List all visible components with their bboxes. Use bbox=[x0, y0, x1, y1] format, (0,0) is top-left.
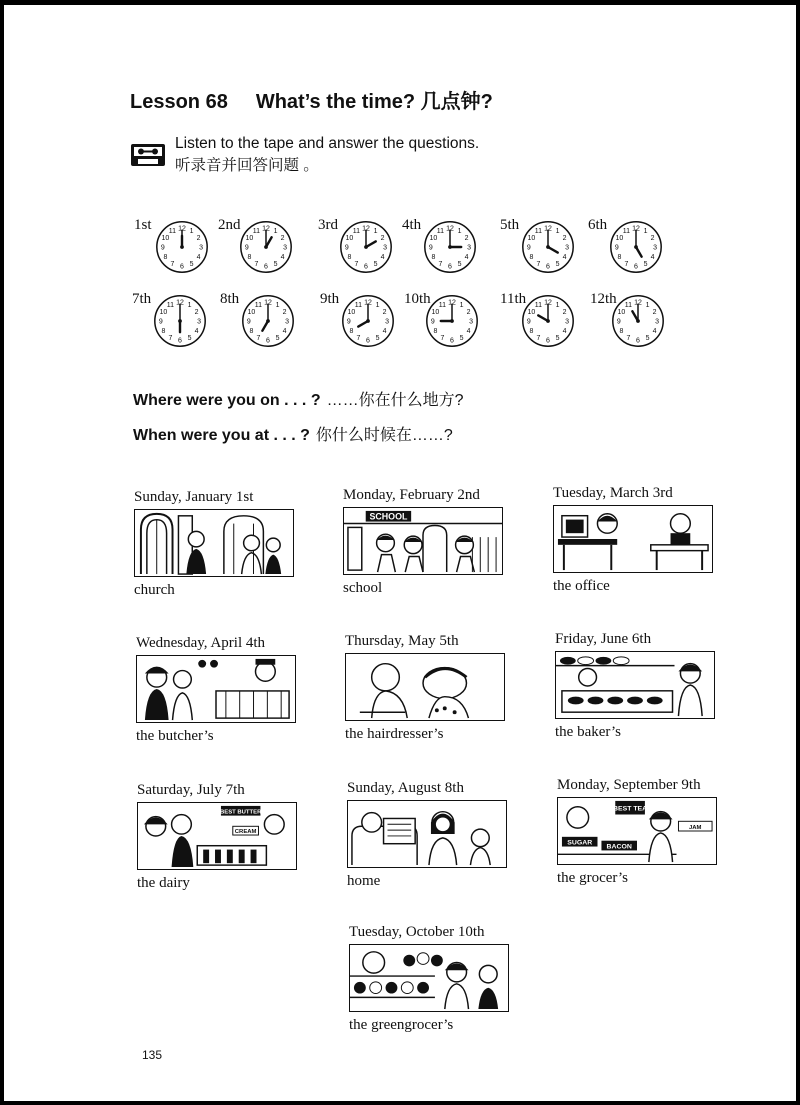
dairy-sign-cream: CREAM bbox=[234, 829, 257, 836]
clock-numeral: 4 bbox=[194, 327, 199, 335]
clock-face bbox=[520, 293, 576, 349]
clock-numeral: 1 bbox=[555, 301, 560, 309]
clock-label: 8th bbox=[220, 291, 240, 307]
clock-center-pin bbox=[366, 319, 370, 323]
clock-numeral: 9 bbox=[526, 244, 531, 252]
clock-numeral: 3 bbox=[655, 318, 660, 326]
grocer-sign-sugar: SUGAR bbox=[567, 839, 593, 847]
scene-place: the office bbox=[553, 578, 610, 594]
clock-numeral: 5 bbox=[189, 260, 194, 268]
clock-numeral: 11 bbox=[166, 301, 175, 309]
clock-numeral: 5 bbox=[555, 260, 560, 268]
clock-numeral: 3 bbox=[467, 244, 472, 252]
clock-numeral: 3 bbox=[383, 244, 388, 252]
clock-numeral: 3 bbox=[283, 244, 288, 252]
clock-item bbox=[500, 217, 590, 287]
clock-numeral: 11 bbox=[624, 301, 633, 309]
church-illustration bbox=[134, 509, 294, 577]
clock-numeral: 12 bbox=[364, 299, 372, 307]
clock-numeral: 1 bbox=[275, 301, 280, 309]
clock-numeral: 12 bbox=[176, 299, 184, 307]
clock-item bbox=[500, 291, 590, 361]
clock-numeral: 7 bbox=[440, 334, 445, 342]
clock-numeral: 3 bbox=[653, 244, 658, 252]
clock-numeral: 2 bbox=[562, 234, 567, 242]
clock-numeral: 10 bbox=[527, 308, 536, 316]
clock-numeral: 6 bbox=[450, 337, 454, 345]
scene-place: the greengrocer’s bbox=[349, 1017, 454, 1033]
page-number: 135 bbox=[142, 1048, 163, 1062]
clock-numeral: 10 bbox=[527, 234, 536, 242]
clock-numeral: 8 bbox=[619, 327, 624, 335]
clock-numeral: 11 bbox=[252, 227, 261, 235]
clock-numeral: 12 bbox=[544, 225, 552, 233]
clock-numeral: 11 bbox=[534, 301, 543, 309]
clock-numeral: 5 bbox=[459, 334, 464, 342]
scene-place: the grocer’s bbox=[557, 870, 628, 886]
clock-numeral: 7 bbox=[624, 260, 629, 268]
scene-school bbox=[343, 487, 523, 617]
scene-bakers bbox=[555, 631, 735, 761]
scene-home bbox=[347, 780, 527, 910]
clock-numeral: 2 bbox=[650, 234, 655, 242]
scene-date: Monday, February 2nd bbox=[343, 487, 480, 503]
clock-center-pin bbox=[634, 245, 638, 249]
scene-butchers bbox=[136, 635, 316, 765]
clock-item bbox=[318, 217, 408, 287]
bakers-illustration bbox=[555, 651, 715, 719]
clock-numeral: 6 bbox=[636, 337, 640, 345]
clock-numeral: 11 bbox=[354, 301, 363, 309]
clock-numeral: 11 bbox=[534, 227, 543, 235]
clock-numeral: 9 bbox=[158, 318, 163, 326]
clock-center-pin bbox=[450, 319, 454, 323]
clock-numeral: 7 bbox=[536, 334, 541, 342]
clock-numeral: 8 bbox=[529, 253, 534, 261]
clock-numeral: 6 bbox=[366, 337, 370, 345]
question-where bbox=[133, 387, 464, 410]
question-when-en: When were you at . . . ? bbox=[133, 427, 310, 444]
clock-numeral: 2 bbox=[652, 308, 657, 316]
clock-center-pin bbox=[364, 245, 368, 249]
clock-numeral: 12 bbox=[178, 225, 186, 233]
clock-numeral: 3 bbox=[199, 244, 204, 252]
scene-date: Tuesday, October 10th bbox=[349, 924, 485, 940]
clock-numeral: 9 bbox=[246, 318, 251, 326]
clock-numeral: 2 bbox=[382, 308, 387, 316]
clock-numeral: 5 bbox=[187, 334, 192, 342]
clock-numeral: 2 bbox=[194, 308, 199, 316]
grocer-sign-tea: BEST TEA bbox=[613, 805, 648, 813]
clock-numeral: 7 bbox=[170, 260, 175, 268]
clock-numeral: 8 bbox=[617, 253, 622, 261]
scene-date: Monday, September 9th bbox=[557, 777, 701, 793]
school-sign: SCHOOL bbox=[369, 511, 408, 522]
clock-center-pin bbox=[546, 319, 550, 323]
clock-numeral: 2 bbox=[196, 234, 201, 242]
clock-numeral: 3 bbox=[385, 318, 390, 326]
clock-numeral: 10 bbox=[247, 308, 256, 316]
cassette-tape-icon bbox=[130, 143, 166, 167]
clock-numeral: 4 bbox=[652, 327, 657, 335]
clock-label: 7th bbox=[132, 291, 152, 307]
clock-numeral: 7 bbox=[356, 334, 361, 342]
clock-label: 6th bbox=[588, 217, 608, 233]
clock-numeral: 12 bbox=[446, 225, 454, 233]
clock-numeral: 5 bbox=[275, 334, 280, 342]
clock-face bbox=[424, 293, 480, 349]
clock-numeral: 11 bbox=[254, 301, 263, 309]
clock-numeral: 6 bbox=[546, 337, 550, 345]
home-illustration bbox=[347, 800, 507, 868]
question-where-zh: ……你在什么地方? bbox=[326, 392, 464, 409]
clock-numeral: 9 bbox=[430, 318, 435, 326]
grocers-illustration bbox=[557, 797, 717, 865]
instruction-zh: 听录音并回答问题 。 bbox=[175, 157, 319, 174]
clock-numeral: 8 bbox=[347, 253, 352, 261]
question-where-en: Where were you on . . . ? bbox=[133, 392, 321, 409]
clock-numeral: 12 bbox=[632, 225, 640, 233]
clock-face bbox=[152, 293, 208, 349]
clock-item bbox=[320, 291, 410, 361]
clock-face bbox=[610, 293, 666, 349]
clock-face bbox=[340, 293, 396, 349]
clock-numeral: 9 bbox=[614, 244, 619, 252]
clock-numeral: 10 bbox=[159, 308, 168, 316]
clock-label: 4th bbox=[402, 217, 422, 233]
grocer-sign-bacon: BACON bbox=[606, 843, 632, 851]
clock-numeral: 2 bbox=[282, 308, 287, 316]
clock-numeral: 9 bbox=[244, 244, 249, 252]
clock-numeral: 5 bbox=[555, 334, 560, 342]
clock-numeral: 6 bbox=[180, 263, 184, 271]
scene-date: Saturday, July 7th bbox=[137, 782, 245, 798]
scene-place: school bbox=[343, 580, 383, 596]
clock-numeral: 5 bbox=[273, 260, 278, 268]
clock-numeral: 7 bbox=[626, 334, 631, 342]
dairy-sign-butter: BEST BUTTER bbox=[220, 809, 262, 816]
clock-face bbox=[422, 219, 478, 275]
clock-numeral: 8 bbox=[249, 327, 254, 335]
question-when bbox=[133, 422, 453, 445]
clock-numeral: 10 bbox=[431, 308, 440, 316]
clock-numeral: 9 bbox=[616, 318, 621, 326]
clock-numeral: 8 bbox=[161, 327, 166, 335]
clock-numeral: 1 bbox=[645, 301, 650, 309]
clock-numeral: 4 bbox=[464, 253, 469, 261]
clock-numeral: 1 bbox=[555, 227, 560, 235]
clock-numeral: 12 bbox=[264, 299, 272, 307]
clock-numeral: 3 bbox=[565, 318, 570, 326]
clock-numeral: 2 bbox=[380, 234, 385, 242]
clock-face bbox=[520, 219, 576, 275]
clock-numeral: 3 bbox=[469, 318, 474, 326]
clock-numeral: 12 bbox=[634, 299, 642, 307]
clock-numeral: 2 bbox=[464, 234, 469, 242]
clock-numeral: 5 bbox=[457, 260, 462, 268]
lesson-heading: What’s the time? 几点钟? bbox=[255, 91, 493, 113]
clock-numeral: 12 bbox=[448, 299, 456, 307]
clock-numeral: 4 bbox=[466, 327, 471, 335]
school-illustration bbox=[343, 507, 503, 575]
scene-dairy bbox=[137, 782, 317, 912]
clock-numeral: 5 bbox=[645, 334, 650, 342]
clock-numeral: 10 bbox=[245, 234, 254, 242]
clock-numeral: 10 bbox=[429, 234, 438, 242]
dairy-illustration bbox=[137, 802, 297, 870]
clock-numeral: 1 bbox=[187, 301, 192, 309]
clock-center-pin bbox=[178, 319, 182, 323]
clock-numeral: 12 bbox=[262, 225, 270, 233]
scene-date: Tuesday, March 3rd bbox=[553, 485, 673, 501]
clock-numeral: 7 bbox=[254, 260, 259, 268]
clock-numeral: 3 bbox=[285, 318, 290, 326]
lesson-title bbox=[130, 85, 493, 114]
clock-numeral: 11 bbox=[168, 227, 177, 235]
clock-face bbox=[240, 293, 296, 349]
clock-numeral: 10 bbox=[617, 308, 626, 316]
clock-label: 5th bbox=[500, 217, 520, 233]
scene-place: the butcher’s bbox=[136, 728, 214, 744]
butchers-illustration bbox=[136, 655, 296, 723]
clock-numeral: 9 bbox=[346, 318, 351, 326]
clock-numeral: 9 bbox=[428, 244, 433, 252]
scene-date: Thursday, May 5th bbox=[345, 633, 459, 649]
clock-numeral: 10 bbox=[345, 234, 354, 242]
clock-label: 10th bbox=[404, 291, 431, 307]
scene-date: Sunday, August 8th bbox=[347, 780, 464, 796]
lesson-number: Lesson 68 bbox=[130, 91, 228, 113]
clock-numeral: 2 bbox=[280, 234, 285, 242]
clock-numeral: 4 bbox=[382, 327, 387, 335]
clock-numeral: 5 bbox=[373, 260, 378, 268]
scene-place: church bbox=[134, 582, 175, 598]
clock-numeral: 4 bbox=[562, 327, 567, 335]
clock-face bbox=[154, 219, 210, 275]
grocer-sign-jam: JAM bbox=[689, 825, 702, 832]
clock-item bbox=[590, 291, 680, 361]
question-when-zh: 你什么时候在……? bbox=[315, 427, 453, 444]
clock-numeral: 6 bbox=[178, 337, 182, 345]
instruction-en: Listen to the tape and answer the questions. bbox=[175, 135, 480, 152]
clock-item bbox=[220, 291, 310, 361]
clock-face bbox=[238, 219, 294, 275]
clock-numeral: 1 bbox=[273, 227, 278, 235]
clock-numeral: 8 bbox=[349, 327, 354, 335]
clock-numeral: 7 bbox=[168, 334, 173, 342]
clock-numeral: 6 bbox=[634, 263, 638, 271]
clock-label: 12th bbox=[590, 291, 617, 307]
clock-item bbox=[588, 217, 678, 287]
clock-numeral: 4 bbox=[650, 253, 655, 261]
scene-place: home bbox=[347, 873, 381, 889]
clock-numeral: 8 bbox=[247, 253, 252, 261]
clock-numeral: 11 bbox=[622, 227, 631, 235]
clock-numeral: 1 bbox=[373, 227, 378, 235]
clock-numeral: 7 bbox=[256, 334, 261, 342]
clock-item bbox=[218, 217, 308, 287]
clock-numeral: 4 bbox=[280, 253, 285, 261]
scene-greengrocers bbox=[349, 924, 529, 1054]
clock-numeral: 1 bbox=[189, 227, 194, 235]
clock-numeral: 11 bbox=[438, 301, 447, 309]
scene-date: Wednesday, April 4th bbox=[136, 635, 266, 651]
clock-numeral: 6 bbox=[546, 263, 550, 271]
clock-item bbox=[132, 291, 222, 361]
clock-center-pin bbox=[180, 245, 184, 249]
scene-hairdressers bbox=[345, 633, 525, 763]
clock-numeral: 5 bbox=[375, 334, 380, 342]
clock-label: 1st bbox=[134, 217, 152, 233]
clock-numeral: 8 bbox=[433, 327, 438, 335]
clock-numeral: 4 bbox=[380, 253, 385, 261]
clock-numeral: 7 bbox=[438, 260, 443, 268]
scene-place: the baker’s bbox=[555, 724, 621, 740]
clock-label: 11th bbox=[500, 291, 527, 307]
scene-date: Friday, June 6th bbox=[555, 631, 652, 647]
clock-numeral: 8 bbox=[163, 253, 168, 261]
clock-numeral: 3 bbox=[565, 244, 570, 252]
clock-numeral: 8 bbox=[529, 327, 534, 335]
clock-numeral: 6 bbox=[448, 263, 452, 271]
office-illustration bbox=[553, 505, 713, 573]
clock-numeral: 9 bbox=[526, 318, 531, 326]
clock-center-pin bbox=[264, 245, 268, 249]
greengrocers-illustration bbox=[349, 944, 509, 1012]
clock-numeral: 9 bbox=[344, 244, 349, 252]
clock-numeral: 4 bbox=[562, 253, 567, 261]
clock-numeral: 7 bbox=[354, 260, 359, 268]
clock-numeral: 5 bbox=[643, 260, 648, 268]
clock-numeral: 11 bbox=[436, 227, 445, 235]
clock-numeral: 8 bbox=[431, 253, 436, 261]
clock-numeral: 1 bbox=[375, 301, 380, 309]
clock-numeral: 11 bbox=[352, 227, 361, 235]
clock-numeral: 6 bbox=[364, 263, 368, 271]
clock-label: 9th bbox=[320, 291, 340, 307]
scene-grocers bbox=[557, 777, 737, 907]
clock-numeral: 7 bbox=[536, 260, 541, 268]
clock-face bbox=[608, 219, 664, 275]
clock-numeral: 12 bbox=[362, 225, 370, 233]
clock-numeral: 10 bbox=[615, 234, 624, 242]
clock-numeral: 4 bbox=[196, 253, 201, 261]
clock-item bbox=[134, 217, 224, 287]
clock-numeral: 12 bbox=[544, 299, 552, 307]
scene-place: the hairdresser’s bbox=[345, 726, 444, 742]
clock-label: 2nd bbox=[218, 217, 241, 233]
clock-numeral: 6 bbox=[266, 337, 270, 345]
textbook-page bbox=[4, 5, 796, 1101]
clock-item bbox=[402, 217, 492, 287]
clock-center-pin bbox=[266, 319, 270, 323]
scene-office bbox=[553, 485, 733, 615]
clock-numeral: 1 bbox=[643, 227, 648, 235]
scene-church bbox=[134, 489, 314, 619]
clock-label: 3rd bbox=[318, 217, 338, 233]
scene-place: the dairy bbox=[137, 875, 190, 891]
clock-face bbox=[338, 219, 394, 275]
scene-date: Sunday, January 1st bbox=[134, 489, 254, 505]
clock-numeral: 10 bbox=[161, 234, 170, 242]
clock-numeral: 1 bbox=[459, 301, 464, 309]
clock-numeral: 1 bbox=[457, 227, 462, 235]
clock-numeral: 4 bbox=[282, 327, 287, 335]
clock-center-pin bbox=[546, 245, 550, 249]
clock-numeral: 3 bbox=[197, 318, 202, 326]
clock-numeral: 6 bbox=[264, 263, 268, 271]
clock-center-pin bbox=[636, 319, 640, 323]
clock-center-pin bbox=[448, 245, 452, 249]
clock-item bbox=[404, 291, 494, 361]
clock-numeral: 2 bbox=[466, 308, 471, 316]
clock-numeral: 9 bbox=[160, 244, 165, 252]
clock-numeral: 10 bbox=[347, 308, 356, 316]
clock-numeral: 2 bbox=[562, 308, 567, 316]
instructions bbox=[175, 133, 479, 177]
hairdressers-illustration bbox=[345, 653, 505, 721]
